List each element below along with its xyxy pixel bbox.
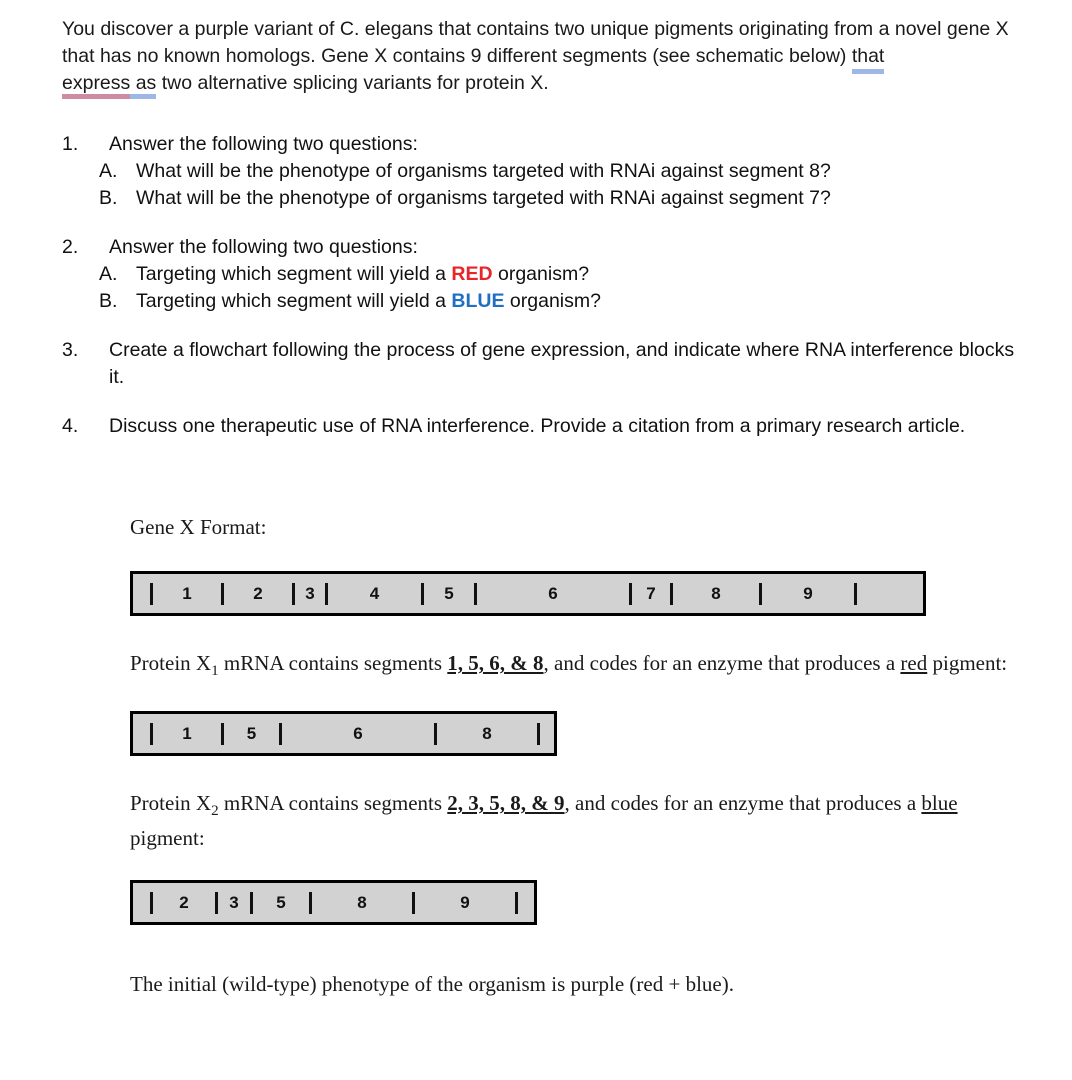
question-item-3 [62, 337, 1032, 391]
protein-x2-description [130, 790, 1010, 852]
question-2-sub-a [99, 261, 1032, 288]
question-2-row [62, 234, 1032, 261]
protein-x2-mid: mRNA contains segments [218, 791, 448, 816]
red-emphasis-word: RED [451, 263, 493, 285]
question-4-row [62, 413, 1032, 440]
protein-x2-mrna-diagram [130, 880, 537, 925]
blue-emphasis-word: BLUE [451, 290, 505, 312]
protein-x1-mrna-diagram [130, 711, 557, 756]
spacer [130, 616, 1030, 650]
question-item-1 [62, 131, 1032, 212]
protein-x2-after: , and codes for an enzyme that produces a [564, 791, 922, 816]
gene-segment-9: 9 [803, 583, 813, 603]
protein-x2-prefix: Protein X [130, 791, 212, 816]
segment-divider [515, 892, 518, 914]
protein-x1-mid: mRNA contains segments [218, 651, 448, 675]
gene-segment-7: 7 [646, 583, 656, 603]
x1-segment-1: 1 [182, 723, 192, 743]
question-1-row [62, 131, 1032, 158]
question-list [62, 131, 1032, 440]
gene-segment-6: 6 [548, 583, 558, 603]
x1-segment-6: 6 [353, 723, 363, 743]
question-2-text: Answer the following two questions: [109, 236, 418, 258]
segment-divider [854, 583, 857, 605]
spacer [130, 685, 1030, 711]
question-3-number: 3. [62, 339, 79, 361]
gene-segment-4: 4 [369, 583, 380, 603]
gene-x-format-diagram [130, 571, 926, 616]
x2-segment-8: 8 [357, 892, 367, 912]
question-item-4 [62, 413, 1032, 440]
highlight-that: that [851, 45, 885, 67]
protein-x1-description [130, 650, 1010, 685]
question-1-sub-b [99, 185, 1032, 212]
question-2-sub-b-suffix: organism? [504, 290, 601, 312]
protein-x2-subscript: 2 [211, 803, 219, 820]
x2-segment-3: 3 [229, 892, 239, 912]
x1-segment-5: 5 [246, 723, 257, 743]
closing-note: The initial (wild-type) phenotype of the organism is purple (red + blue). [130, 972, 734, 997]
question-4-number: 4. [62, 415, 79, 437]
question-2-sub-b-letter: B. [99, 290, 118, 312]
question-1-sub-a [99, 158, 1032, 185]
protein-x2-tail: pigment: [130, 826, 205, 851]
intro-text-part1: You discover a purple variant of C. elegans that contains two unique pigments originating from a novel gene X that has no known homologs. Gene X contains 9 different segments (see schematic below) [62, 18, 1009, 67]
question-1-number: 1. [62, 133, 79, 155]
question-2-sub-a-prefix: Targeting which segment will yield a [136, 263, 452, 285]
gene-segment-3: 3 [305, 583, 315, 603]
question-item-2 [62, 234, 1032, 315]
protein-x1-after: , and codes for an enzyme that produces a [543, 651, 901, 675]
spacer [130, 852, 1030, 880]
question-3-text: Create a flowchart following the process of gene expression, and indicate where RNA interference blocks it. [109, 339, 1015, 388]
highlight-as: as [130, 72, 157, 94]
segment-divider [537, 723, 540, 745]
x2-segment-2: 2 [179, 892, 189, 912]
protein-x2-segments-emphasis: 2, 3, 5, 8, & 9 [447, 791, 565, 816]
schematic-section [130, 513, 1030, 998]
protein-x2-pigment-word: blue [921, 791, 958, 816]
protein-x1-subscript: 1 [211, 663, 219, 680]
question-2-sub-b [99, 288, 1032, 315]
x1-segment-8: 8 [482, 723, 492, 743]
intro-paragraph [62, 16, 1018, 97]
question-1-text: Answer the following two questions: [109, 133, 418, 155]
question-4-text: Discuss one therapeutic use of RNA interference. Provide a citation from a primary research article. [109, 415, 966, 437]
gene-format-label: Gene X Format: [130, 515, 267, 539]
question-3-row [62, 337, 1032, 391]
highlight-express: express [62, 72, 131, 94]
protein-x1-segments-emphasis: 1, 5, 6, & 8 [447, 651, 544, 675]
question-2-sub-a-letter: A. [99, 263, 118, 285]
x2-segment-9: 9 [460, 892, 470, 912]
question-2-sub-a-text [136, 261, 589, 288]
question-2-sub-a-suffix: organism? [492, 263, 590, 285]
question-2-sub-b-prefix: Targeting which segment will yield a [136, 290, 452, 312]
spacer [130, 925, 1030, 971]
spacer [130, 756, 1030, 790]
spacer [130, 541, 1030, 571]
x2-segment-5: 5 [276, 892, 286, 912]
protein-x1-pigment-word: red [900, 651, 928, 675]
question-1-sub-b-text: What will be the phenotype of organisms targeted with RNAi against segment 7? [136, 187, 831, 209]
gene-segment-8: 8 [711, 583, 721, 603]
gene-segment-2: 2 [253, 583, 263, 603]
question-1-sub-a-letter: A. [99, 160, 118, 182]
protein-x1-prefix: Protein X [130, 651, 212, 675]
question-2-number: 2. [62, 236, 79, 258]
question-1-sub-a-text: What will be the phenotype of organisms targeted with RNAi against segment 8? [136, 160, 831, 182]
protein-x1-tail: pigment: [927, 651, 1008, 675]
question-1-sub-b-letter: B. [99, 187, 118, 209]
gene-segment-1: 1 [182, 583, 192, 603]
intro-text-part2: two alternative splicing variants for protein X. [156, 72, 549, 94]
gene-segment-5: 5 [444, 583, 454, 603]
question-2-sub-b-text [136, 288, 601, 315]
